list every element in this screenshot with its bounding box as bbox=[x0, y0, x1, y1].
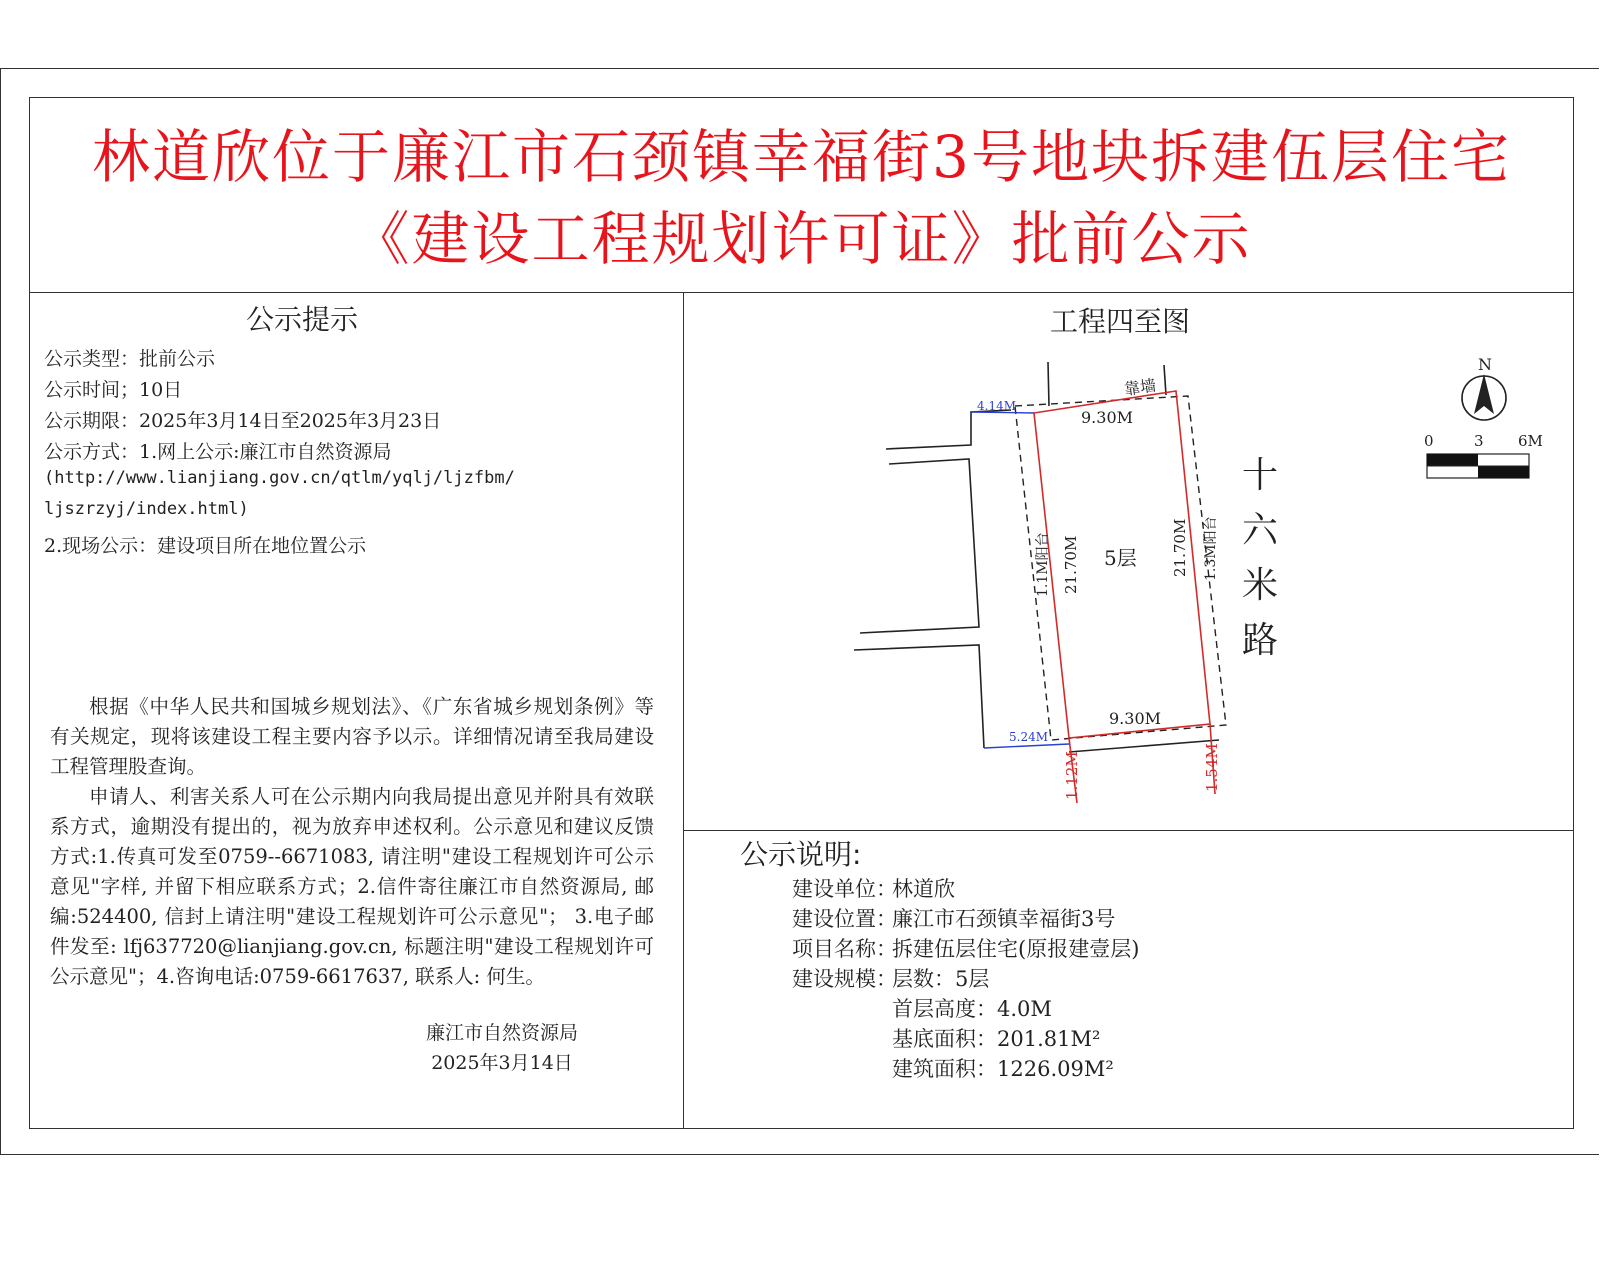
site-map bbox=[684, 292, 1573, 830]
top-width-label: 9.30M bbox=[1081, 408, 1134, 427]
left-setback-label: 1.12M bbox=[1063, 751, 1081, 800]
bottom-offset-line bbox=[984, 744, 1069, 748]
issuer: 廉江市自然资源局 bbox=[425, 1022, 578, 1044]
floors-label: 5层 bbox=[1104, 546, 1137, 570]
notice-body bbox=[50, 692, 654, 992]
issue-date: 2025年3月14日 bbox=[431, 1052, 573, 1074]
project-description bbox=[684, 831, 1573, 1128]
title-line-2: 《建设工程规划许可证》批前公示 bbox=[351, 205, 1252, 273]
scale-row bbox=[792, 963, 989, 993]
top-left-offset-label: 4.14M bbox=[977, 399, 1017, 413]
unit-label: 建设单位： bbox=[792, 877, 897, 901]
north-label: N bbox=[1478, 355, 1492, 374]
notice-duration: 公示时间；10日 bbox=[44, 379, 183, 401]
road-char-3: 米 bbox=[1242, 565, 1279, 606]
road-char-4: 路 bbox=[1242, 620, 1279, 661]
offset-lines bbox=[971, 412, 1069, 748]
neighbor-line-2 bbox=[860, 459, 979, 633]
scale-label: 建设规模： bbox=[792, 967, 897, 991]
bottom-left-offset-label: 5.24M bbox=[1009, 730, 1049, 744]
floor-area: 建筑面积：1226.09M² bbox=[892, 1057, 1114, 1081]
base-area: 基底面积：201.81M² bbox=[892, 1027, 1101, 1051]
right-setback-label: 1.54M bbox=[1203, 743, 1221, 792]
notice-url-line-1: (http://www.lianjiang.gov.cn/qtlm/yqlj/ljzfbm/ bbox=[44, 468, 515, 488]
bottom-line bbox=[1069, 740, 1219, 752]
notice-paragraph-1: 根据《中华人民共和国城乡规划法》、《广东省城乡规划条例》等有关规定，现将该建设工程主要内容予以示。详细情况请至我局建设工程管理股查询。 bbox=[50, 695, 654, 778]
project-row bbox=[792, 933, 1139, 963]
notice-onsite: 2.现场公示：建设项目所在地位置公示 bbox=[44, 535, 367, 557]
neighbor-line-3 bbox=[854, 645, 984, 748]
description-heading: 公示说明: bbox=[740, 838, 862, 871]
notice-type: 公示类型：批前公示 bbox=[44, 348, 216, 370]
north-arrow-icon bbox=[1462, 355, 1506, 420]
scale-label-0: 0 bbox=[1424, 432, 1434, 450]
left-balcony-label: 1.1M阳台 bbox=[1035, 532, 1051, 597]
left-length-label: 21.70M bbox=[1062, 535, 1080, 594]
left-tick bbox=[1048, 362, 1049, 406]
notice-url-line-2: ljszrzyj/index.html) bbox=[44, 499, 249, 519]
notice-period: 公示期限：2025年3月14日至2025年3月23日 bbox=[44, 410, 442, 432]
notice-heading: 公示提示 bbox=[246, 303, 359, 336]
notice-sheet bbox=[29, 97, 1574, 1129]
project-label: 项目名称： bbox=[792, 937, 897, 961]
road-label bbox=[1242, 455, 1279, 661]
right-length-label: 21.70M bbox=[1171, 518, 1189, 577]
right-balcony-label: 1.3M阳台 bbox=[1203, 516, 1219, 581]
site-map-panel bbox=[684, 292, 1573, 831]
plot-outline bbox=[1034, 391, 1215, 803]
neighbor-line-1 bbox=[886, 410, 1011, 449]
notice-paragraph-2: 申请人、利害关系人可在公示期内向我局提出意见并附具有效联系方式，逾期没有提出的，视为放弃申述权利。公示意见和建议反馈方式:1.传真可发至0759--6671083, 请注明"建设工程规划许可公示意见"字样, 并留下相应联系方式；2.信件寄往廉江市自然资源局, 邮编:524400, 信封上请注明"建设工程规划许可公示意见"； 3.电子邮件发至: lfj637720@lianjiang.gov.cn, 标题注明"建设工程规划许可公示意见"；4.咨询电话:0759-6617637, 联系人: 何生。 bbox=[50, 785, 654, 988]
road-char-2: 六 bbox=[1242, 510, 1279, 551]
floors-value: 层数：5层 bbox=[892, 967, 990, 991]
scale-bar bbox=[1424, 432, 1543, 478]
title-area bbox=[30, 98, 1573, 293]
location-value: 廉江市石颈镇幸福街3号 bbox=[892, 907, 1116, 931]
bottom-width-label: 9.30M bbox=[1109, 709, 1162, 728]
first-floor-height: 首层高度：4.0M bbox=[892, 997, 1052, 1021]
wall-label: 靠墙 bbox=[1122, 375, 1158, 399]
project-value: 拆建伍层住宅(原报建壹层) bbox=[892, 937, 1140, 961]
site-map-heading: 工程四至图 bbox=[1050, 305, 1191, 338]
scale-label-3: 3 bbox=[1474, 432, 1484, 450]
top-tick bbox=[1164, 365, 1166, 395]
unit-value: 林道欣 bbox=[892, 877, 955, 901]
location-row bbox=[792, 903, 1115, 933]
scale-label-6: 6M bbox=[1518, 432, 1543, 450]
notice-method: 公示方式：1.网上公示:廉江市自然资源局 bbox=[44, 441, 392, 463]
unit-row bbox=[792, 873, 955, 903]
notice-panel bbox=[30, 292, 684, 1128]
road-char-1: 十 bbox=[1242, 455, 1279, 496]
title-line-1: 林道欣位于廉江市石颈镇幸福街3号地块拆建伍层住宅 bbox=[92, 123, 1511, 191]
location-label: 建设位置： bbox=[792, 907, 897, 931]
